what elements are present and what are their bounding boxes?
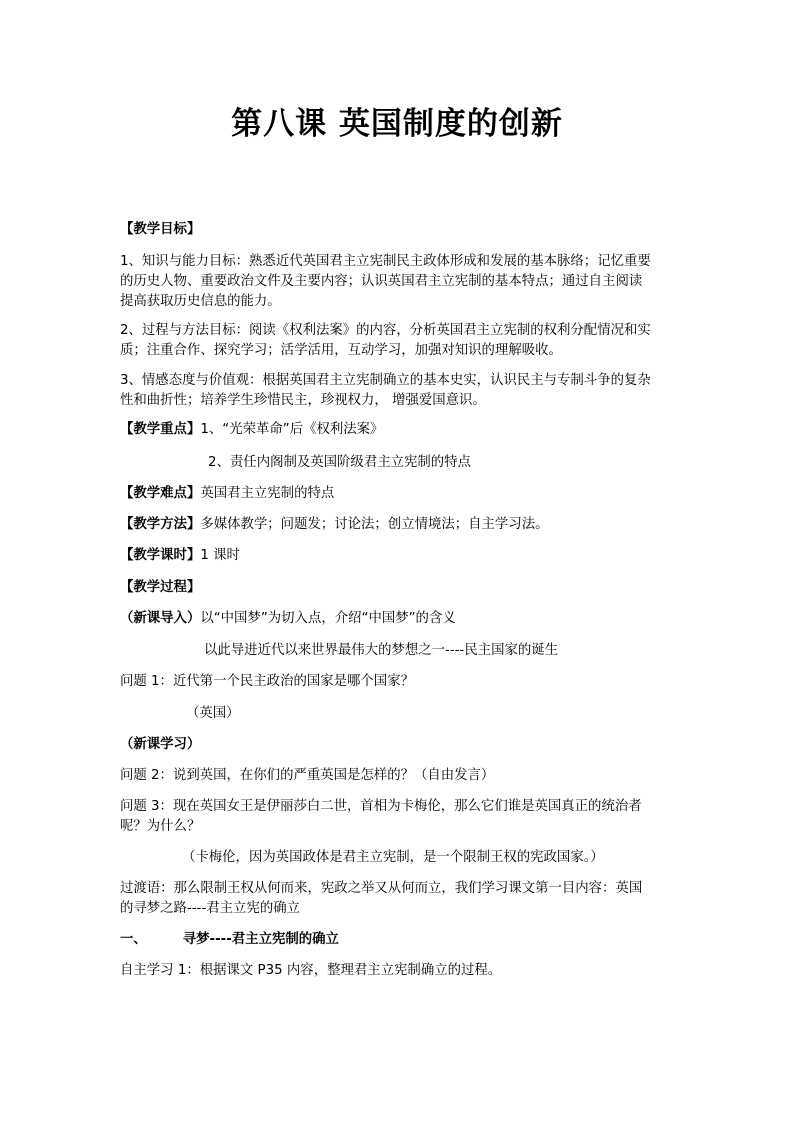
methods-text: 多媒体教学；问题发；讨论法；创立情境法；自主学习法。 — [200, 517, 549, 532]
hours-label: 【教学课时】 — [120, 548, 201, 563]
page-title: 第八课 英国制度的创新 — [231, 106, 563, 142]
objectives-heading: 【教学目标】 — [120, 222, 201, 237]
section-1-number: 一、 — [120, 932, 147, 947]
difficulty-label: 【教学难点】 — [120, 486, 201, 501]
transition-line-1: 过渡语：那么限制王权从何而来，宪政之举又从何而立，我们学习课文第一目内容：英国 — [120, 881, 643, 896]
objective-1-line-2: 的历史人物、重要政治文件及主要内容；认识英国君主立宪制的基本特点；通过自主阅读 — [120, 274, 643, 289]
objective-2-line-1: 2、过程与方法目标：阅读《权利法案》的内容，分析英国君主立宪制的权利分配情况和实 — [120, 323, 651, 338]
new-learning-heading: （新课学习） — [120, 737, 201, 752]
question-2: 问题 2：说到英国，在你们的严重英国是怎样的？（自由发言） — [120, 768, 495, 783]
objective-1-line-1: 1、知识与能力目标：熟悉近代英国君主立宪制民主政体形成和发展的基本脉络；记忆重要 — [120, 254, 651, 269]
question-1: 问题 1：近代第一个民主政治的国家是哪个国家？ — [120, 674, 414, 689]
objective-1-line-3: 提高获取历史信息的能力。 — [120, 294, 281, 309]
objective-2-line-2: 质；注重合作、探究学习；活学活用，互动学习，加强对知识的理解吸收。 — [120, 343, 562, 358]
objective-3-line-1: 3、情感态度与价值观：根据英国君主立宪制确立的基本史实，认识民主与专制斗争的复杂 — [120, 373, 651, 388]
question-3-line-2: 呢？为什么？ — [120, 819, 201, 834]
difficulty-text: 英国君主立宪制的特点 — [200, 486, 335, 501]
intro-line-2: 以此导进近代以来世界最伟大的梦想之一----民主国家的诞生 — [204, 643, 559, 658]
intro-line — [120, 610, 456, 628]
self-study-1: 自主学习 1：根据课文 P35 内容，整理君主立宪制确立的过程。 — [120, 963, 502, 978]
methods-label: 【教学方法】 — [120, 517, 201, 532]
answer-3: （卡梅伦，因为英国政体是君主立宪制，是一个限制王权的宪政国家。） — [182, 850, 604, 865]
key-points-item-1: 1、“光荣革命”后《权利法案》 — [200, 422, 384, 437]
section-1-title: 寻梦----君主立宪制的确立 — [182, 932, 339, 947]
intro-label: （新课导入） — [120, 611, 201, 626]
key-points-line — [120, 421, 383, 439]
key-points-item-2: 2、责任内阁制及英国阶级君主立宪制的特点 — [208, 455, 471, 470]
key-points-label: 【教学重点】 — [120, 422, 201, 437]
methods-line — [120, 516, 549, 534]
process-heading: 【教学过程】 — [120, 580, 201, 595]
difficulty-line — [120, 485, 334, 503]
hours-text: 1 课时 — [200, 548, 240, 563]
question-3-line-1: 问题 3：现在英国女王是伊丽莎白二世，首相为卡梅伦，那么它们谁是英国真正的统治者 — [120, 799, 642, 814]
objective-3-line-2: 性和曲折性；培养学生珍惜民主，珍视权力， 增强爱国意识。 — [120, 393, 486, 408]
section-1-heading — [120, 931, 339, 949]
answer-1: （英国） — [186, 706, 240, 721]
intro-text: 以“中国梦”为切入点，介绍“中国梦”的含义 — [200, 611, 456, 626]
transition-line-2: 的寻梦之路----君主立宪的确立 — [120, 901, 301, 916]
hours-line — [120, 547, 240, 565]
